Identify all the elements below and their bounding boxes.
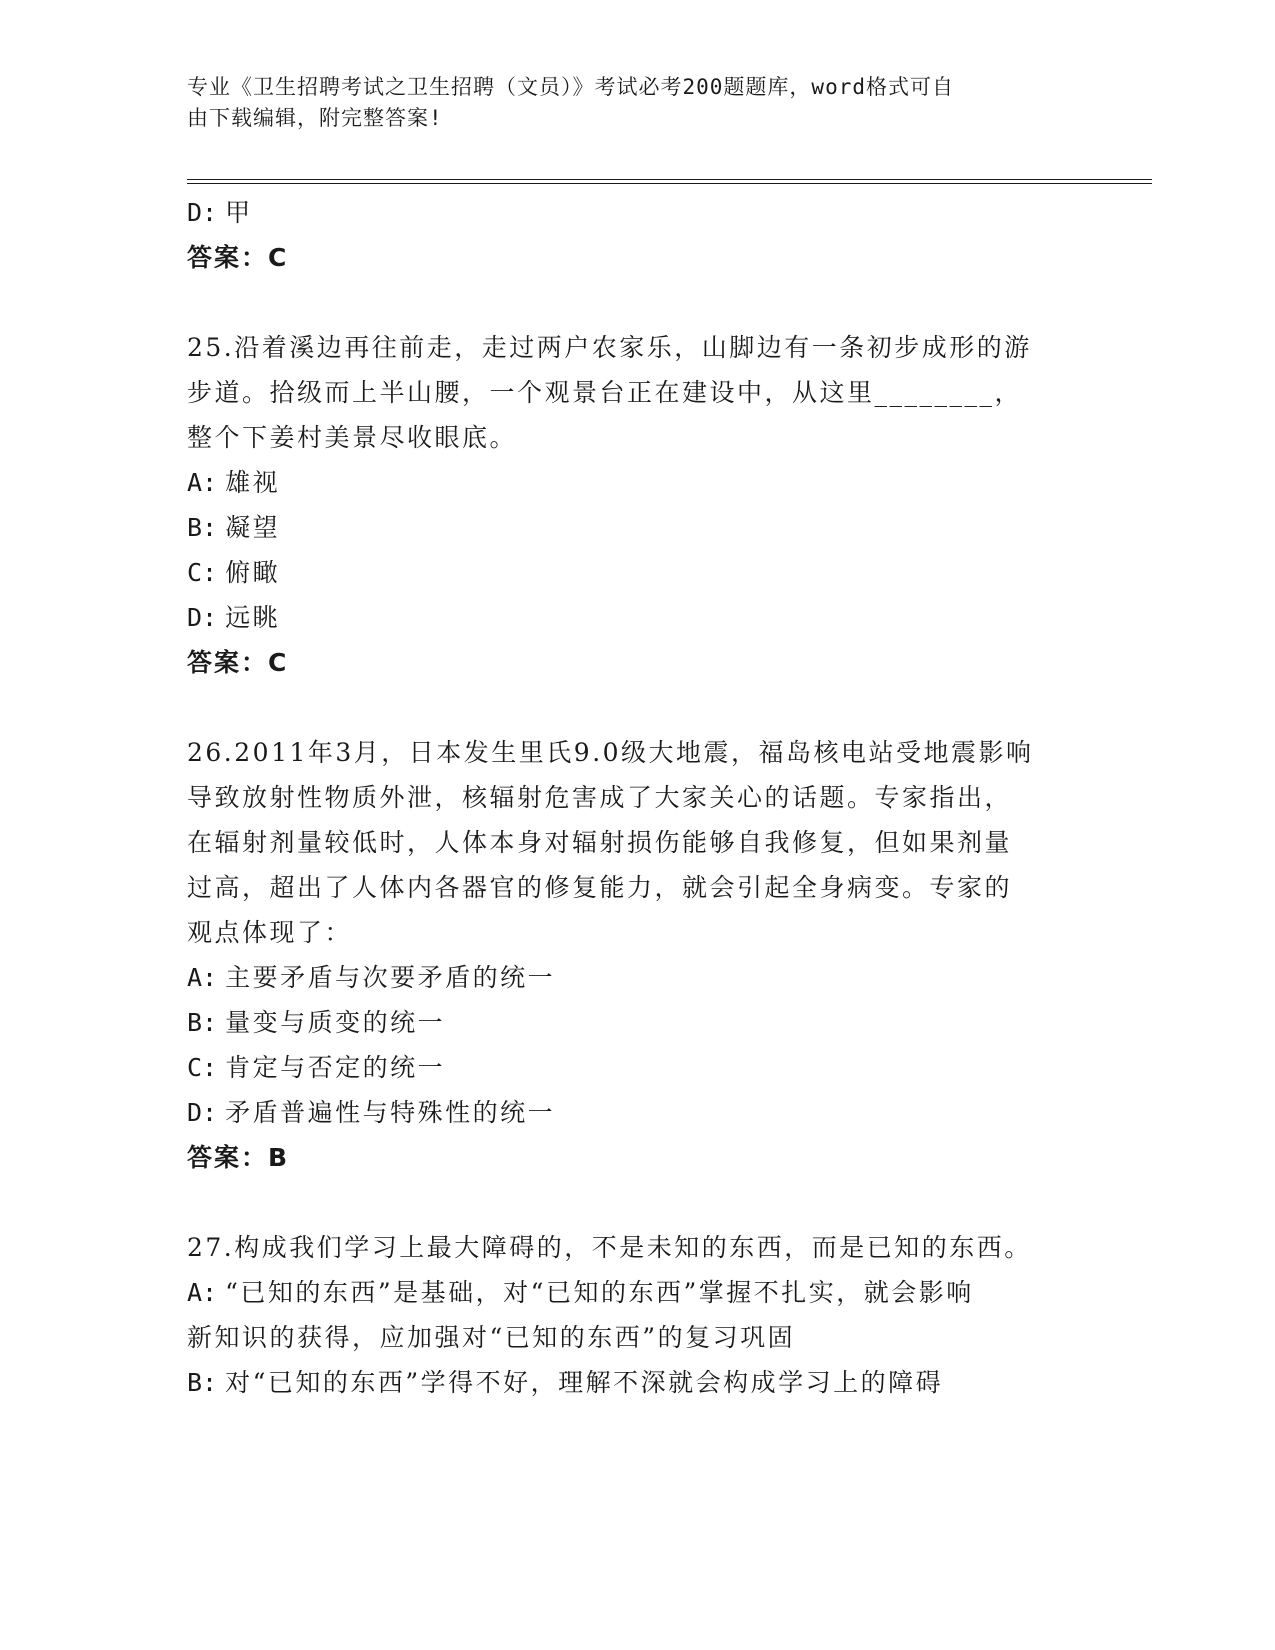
q25-option-d	[187, 595, 1092, 640]
option-key: B:	[187, 513, 218, 542]
q25-option-a	[187, 460, 1092, 505]
q26-question	[187, 730, 1092, 1180]
option-key: D:	[187, 603, 218, 632]
q26-stem-line-2: 导致放射性物质外泄，核辐射危害成了大家关心的话题。专家指出，	[187, 783, 1013, 812]
q26-answer: 答案：B	[187, 1143, 290, 1172]
option-text: 矛盾普遍性与特殊性的统一	[225, 1098, 556, 1127]
header-line-1: 专业《卫生招聘考试之卫生招聘（文员）》考试必考200题题库，word格式可自	[187, 75, 954, 99]
option-key: C:	[187, 1053, 218, 1082]
header-line-2: 由下载编辑，附完整答案!	[187, 106, 443, 130]
option-text: 肯定与否定的统一	[225, 1053, 446, 1082]
q26-option-d	[187, 1090, 1092, 1135]
q25-stem-line-1: 25.沿着溪边再往前走，走过两户农家乐，山脚边有一条初步成形的游	[187, 333, 1032, 362]
q27-question	[187, 1225, 1092, 1405]
option-text: 远眺	[225, 603, 281, 632]
q27-stem: 27.构成我们学习上最大障碍的，不是未知的东西，而是已知的东西。	[187, 1233, 1032, 1262]
q26-stem-line-4: 过高，超出了人体内各器官的修复能力，就会引起全身病变。专家的	[187, 873, 1013, 902]
q25-answer: 答案：C	[187, 648, 289, 677]
option-text: 量变与质变的统一	[225, 1008, 446, 1037]
spacer	[187, 280, 1092, 325]
q25-option-b	[187, 505, 1092, 550]
q26-stem-line-1: 26.2011年3月，日本发生里氏9.0级大地震，福岛核电站受地震影响	[187, 738, 1034, 767]
option-text: 甲	[225, 198, 253, 227]
q27-option-a-continued: 新知识的获得，应加强对“已知的东西”的复习巩固	[187, 1323, 796, 1352]
q24-answer: 答案：C	[187, 243, 289, 272]
q25-stem-line-2: 步道。拾级而上半山腰，一个观景台正在建设中，从这里________，	[187, 378, 1023, 407]
page-header	[187, 72, 1077, 134]
q26-stem-line-5: 观点体现了：	[187, 918, 353, 947]
option-key: D:	[187, 198, 218, 227]
option-text: 凝望	[225, 513, 281, 542]
spacer	[187, 685, 1092, 730]
spacer	[187, 1180, 1092, 1225]
q26-stem-line-3: 在辐射剂量较低时，人体本身对辐射损伤能够自我修复，但如果剂量	[187, 828, 1013, 857]
q25-stem-line-3: 整个下姜村美景尽收眼底。	[187, 423, 518, 452]
option-text: 主要矛盾与次要矛盾的统一	[225, 963, 556, 992]
option-key: A:	[187, 468, 218, 497]
header-rule-top	[187, 179, 1152, 180]
q26-option-a	[187, 955, 1092, 1000]
q27-option-b	[187, 1360, 1092, 1405]
q25-question	[187, 325, 1092, 685]
option-key: A:	[187, 1278, 218, 1307]
option-key: B:	[187, 1008, 218, 1037]
q26-option-b	[187, 1000, 1092, 1045]
header-rule-bottom	[187, 183, 1152, 184]
option-text: “已知的东西”是基础，对“已知的东西”掌握不扎实，就会影响	[225, 1278, 974, 1307]
option-text: 对“已知的东西”学得不好，理解不深就会构成学习上的障碍	[225, 1368, 944, 1397]
option-key: C:	[187, 558, 218, 587]
option-key: B:	[187, 1368, 218, 1397]
option-key: A:	[187, 963, 218, 992]
q26-option-c	[187, 1045, 1092, 1090]
option-text: 俯瞰	[225, 558, 281, 587]
option-key: D:	[187, 1098, 218, 1127]
q27-option-a	[187, 1270, 1092, 1315]
q25-option-c	[187, 550, 1092, 595]
option-text: 雄视	[225, 468, 281, 497]
q24-option-d	[187, 190, 1092, 235]
page-content	[187, 190, 1092, 1405]
